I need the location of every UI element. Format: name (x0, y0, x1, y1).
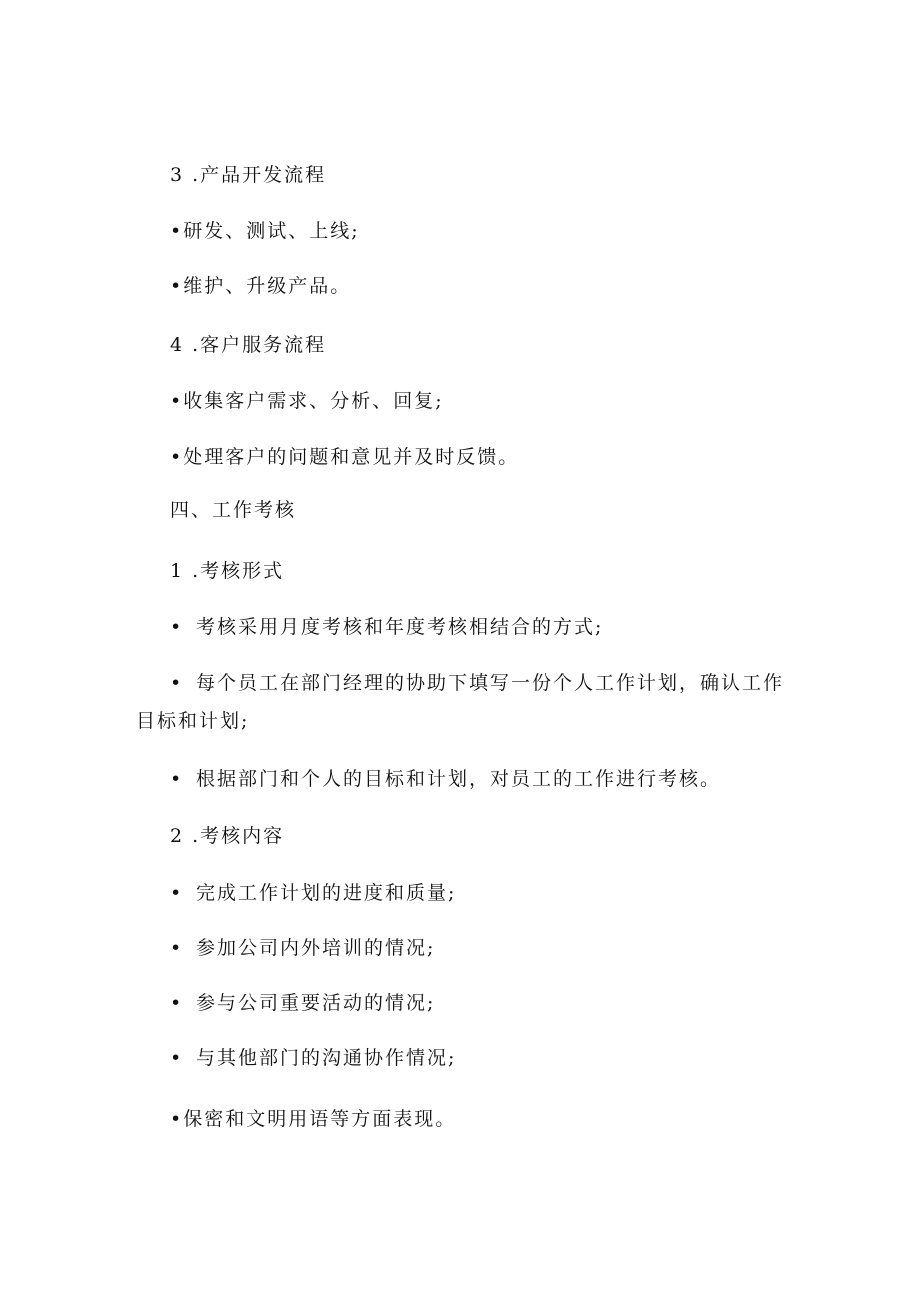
list-item (170, 881, 456, 905)
section-heading-customer-service: 4 .客户服务流程 (170, 334, 327, 356)
bullet-marker: • (170, 1047, 184, 1069)
section-heading-product-development: 3 .产品开发流程 (170, 164, 327, 186)
list-item-text: 参加公司内外培训的情况; (196, 937, 436, 959)
list-item-text: 考核采用月度考核和年度考核相结合的方式; (196, 616, 604, 638)
chapter-heading-work-assessment: 四、工作考核 (170, 499, 297, 521)
list-item: •维护、升级产品。 (170, 275, 352, 297)
list-item-text: 根据部门和个人的目标和计划，对员工的工作进行考核。 (196, 768, 722, 790)
bullet-marker: • (170, 992, 184, 1014)
list-item-text: 完成工作计划的进度和质量; (196, 882, 457, 904)
list-item-text: 每个员工在部门经理的协助下填写一份个人工作计划，确认工作目标和计划; (136, 672, 785, 732)
section-heading-assessment-content: 2 .考核内容 (170, 825, 285, 847)
bullet-marker: • (170, 672, 184, 694)
list-item (170, 615, 603, 639)
section-heading-assessment-form: 1 .考核形式 (170, 560, 285, 582)
list-item (170, 991, 435, 1015)
list-item: •处理客户的问题和意见并及时反馈。 (170, 446, 520, 468)
bullet-marker: • (170, 937, 184, 959)
list-item: •收集客户需求、分析、回复; (170, 390, 444, 412)
list-item: •研发、测试、上线; (170, 220, 360, 242)
list-item (170, 936, 435, 960)
list-item (136, 664, 786, 740)
list-item-text: 参与公司重要活动的情况; (196, 992, 436, 1014)
bullet-marker: • (170, 768, 184, 790)
bullet-marker: • (170, 616, 184, 638)
list-item (170, 767, 721, 791)
bullet-marker: • (170, 882, 184, 904)
list-item-text: 与其他部门的沟通协作情况; (196, 1047, 457, 1069)
list-item (170, 1046, 456, 1070)
list-item: •保密和文明用语等方面表现。 (170, 1108, 457, 1130)
